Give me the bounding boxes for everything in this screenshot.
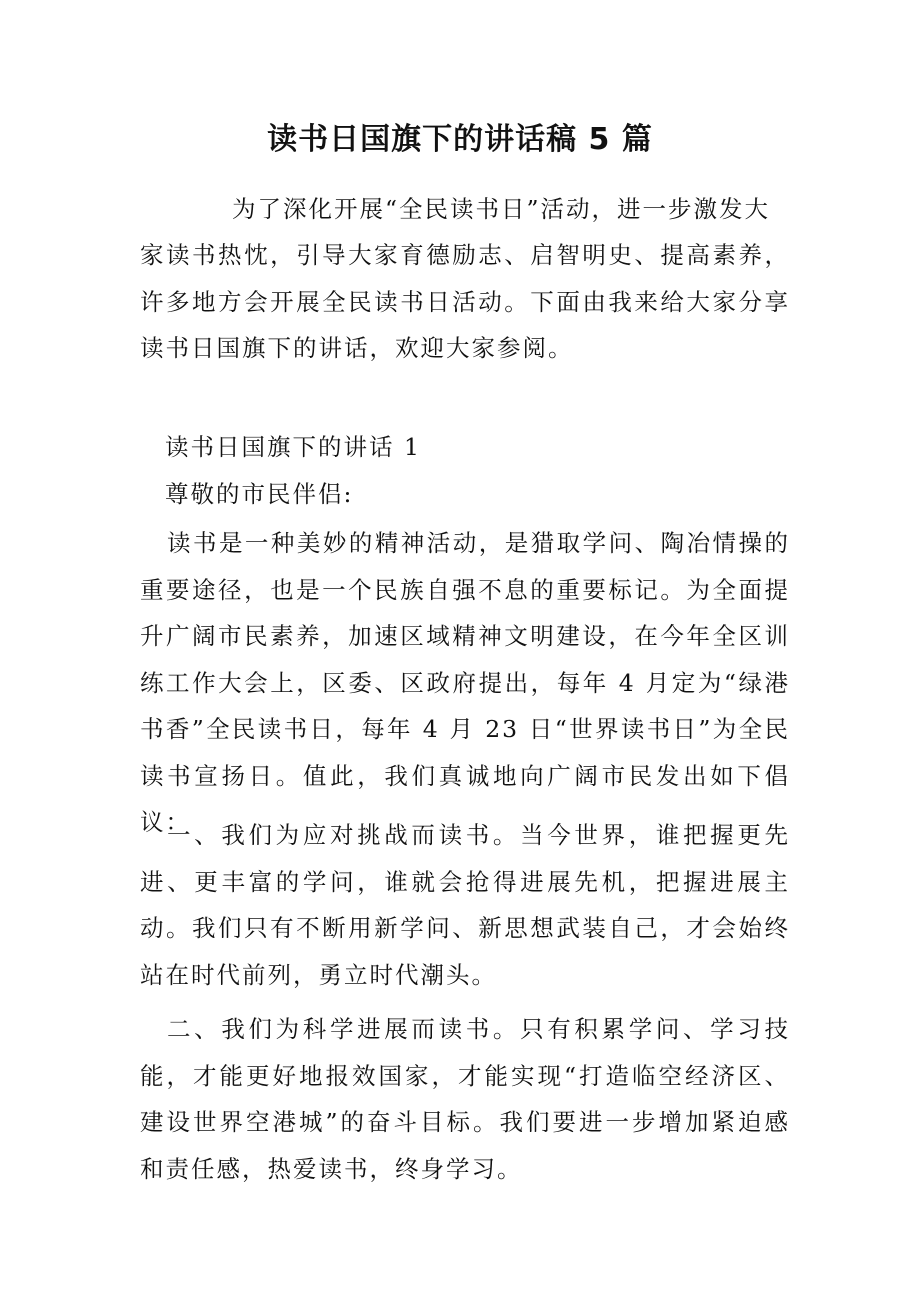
intro-paragraph: 家读书热忱，引导大家育德励志、启智明史、提高素养，许多地方会开展全民读书日活动。下面由我来给大家分享读书日国旗下的讲话，欢迎大家参阅。 [140,241,790,362]
section-heading: 读书日国旗下的讲话 1 [165,433,421,461]
body-paragraph: 二、我们为科学进展而读书。只有积累学问、学习技能，才能更好地报效国家，才能实现“打造临空经济区、建设世界空港城”的奋斗目标。我们要进一步增加紧迫感和责任感，热爱读书，终身学习。 [140,1015,790,1183]
body-paragraph: 读书是一种美妙的精神活动，是猎取学问、陶冶情操的重要途径，也是一个民族自强不息的重要标记。为全面提升广阔市民素养，加速区域精神文明建设，在今年全区训练工作大会上，区委、区政府提出，每年 4 月定为“绿港书香”全民读书日，每年 4 月 23 日“世界读书日”为全民读书宣扬日。值此，我们真诚地向广阔市民发出如下倡议： [140,529,790,836]
document-title: 读书日国旗下的讲话稿 5 篇 [267,122,653,157]
intro-first-line: 为了深化开展“全民读书日”活动，进一步激发大 [232,195,771,223]
body-paragraph: 一、我们为应对挑战而读书。当今世界，谁把握更先进、更丰富的学问，谁就会抢得进展先机，把握进展主动。我们只有不断用新学问、新思想武装自己，才会始终站在时代前列，勇立时代潮头。 [140,821,790,989]
salutation: 尊敬的市民伴侣: [165,480,354,508]
